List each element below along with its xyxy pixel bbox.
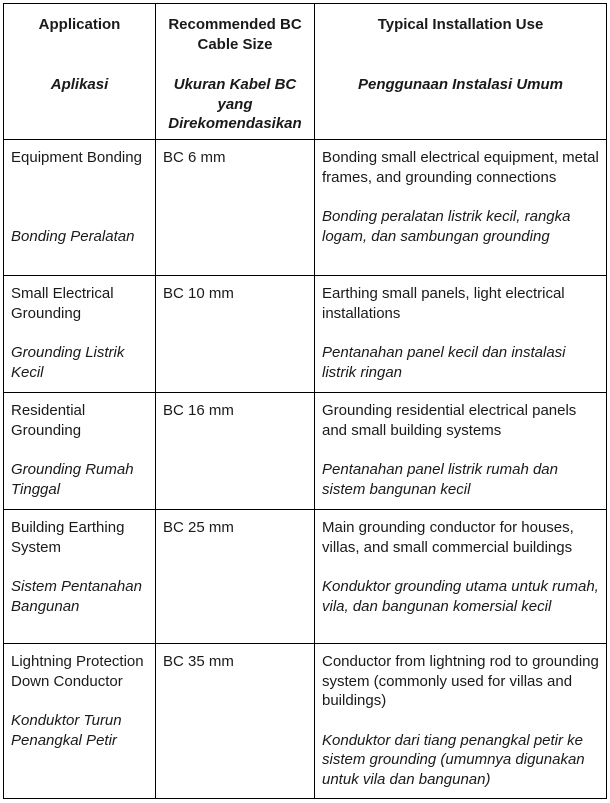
application-id: Grounding Listrik Kecil: [11, 344, 125, 381]
row-use: [315, 510, 607, 644]
use-en: Bonding small electrical equipment, metal frames, and grounding connections: [322, 149, 599, 186]
header-application: [4, 4, 156, 140]
row-size: [156, 644, 315, 799]
row-use: [315, 276, 607, 393]
application-en: Building Earthing System: [11, 519, 125, 556]
row-size: [156, 140, 315, 276]
application-id: Bonding Peralatan: [11, 227, 135, 245]
header-size: [156, 4, 315, 140]
header-row: [4, 4, 607, 140]
cable-size: BC 10 mm: [163, 285, 234, 302]
header-size-en: Recommended BC Cable Size: [168, 16, 302, 53]
header-use-id: Penggunaan Instalasi Umum: [357, 75, 564, 93]
row-size: [156, 393, 315, 510]
application-en: Equipment Bonding: [11, 149, 142, 166]
cable-size-table: [3, 3, 607, 799]
use-en: Main grounding conductor for houses, villas, and small commercial buildings: [322, 519, 574, 556]
application-id: Grounding Rumah Tinggal: [11, 461, 134, 498]
row-size: [156, 276, 315, 393]
table-row: [4, 140, 607, 276]
use-id: Konduktor dari tiang penangkal petir ke sistem grounding (umumnya digunakan untuk vila dan bangunan): [322, 731, 585, 788]
cable-size: BC 6 mm: [163, 149, 226, 166]
cable-size: BC 35 mm: [163, 653, 234, 670]
application-en: Small Electrical Grounding: [11, 285, 114, 322]
cable-size: BC 25 mm: [163, 519, 234, 536]
use-id: Bonding peralatan listrik kecil, rangka logam, dan sambungan grounding: [322, 208, 571, 245]
table-row: [4, 510, 607, 644]
row-application: [4, 276, 156, 393]
row-application: [4, 510, 156, 644]
row-application: [4, 140, 156, 276]
use-en: Conductor from lightning rod to grounding system (commonly used for villas and buildings): [322, 653, 599, 709]
application-id: Konduktor Turun Penangkal Petir: [11, 712, 122, 749]
use-en: Grounding residential electrical panels and small building systems: [322, 402, 577, 439]
use-en: Earthing small panels, light electrical installations: [322, 285, 565, 322]
use-id: Pentanahan panel listrik rumah dan sistem bangunan kecil: [322, 461, 558, 498]
table-row: [4, 393, 607, 510]
table-row: [4, 276, 607, 393]
header-use-en: Typical Installation Use: [377, 16, 544, 33]
application-en: Residential Grounding: [11, 402, 86, 439]
row-size: [156, 510, 315, 644]
use-id: Konduktor grounding utama untuk rumah, vila, dan bangunan komersial kecil: [322, 578, 599, 615]
row-use: [315, 644, 607, 799]
application-id: Sistem Pentanahan Bangunan: [11, 578, 142, 615]
header-use: [315, 4, 607, 140]
table-row: [4, 644, 607, 799]
row-use: [315, 393, 607, 510]
row-application: [4, 393, 156, 510]
use-id: Pentanahan panel kecil dan instalasi listrik ringan: [322, 344, 566, 381]
header-application-en: Application: [38, 16, 121, 33]
header-size-id: Ukuran Kabel BC yang Direkomendasikan: [168, 76, 302, 132]
row-use: [315, 140, 607, 276]
application-en: Lightning Protection Down Conductor: [11, 653, 144, 690]
row-application: [4, 644, 156, 799]
header-application-id: Aplikasi: [50, 75, 109, 93]
cable-size: BC 16 mm: [163, 402, 234, 419]
